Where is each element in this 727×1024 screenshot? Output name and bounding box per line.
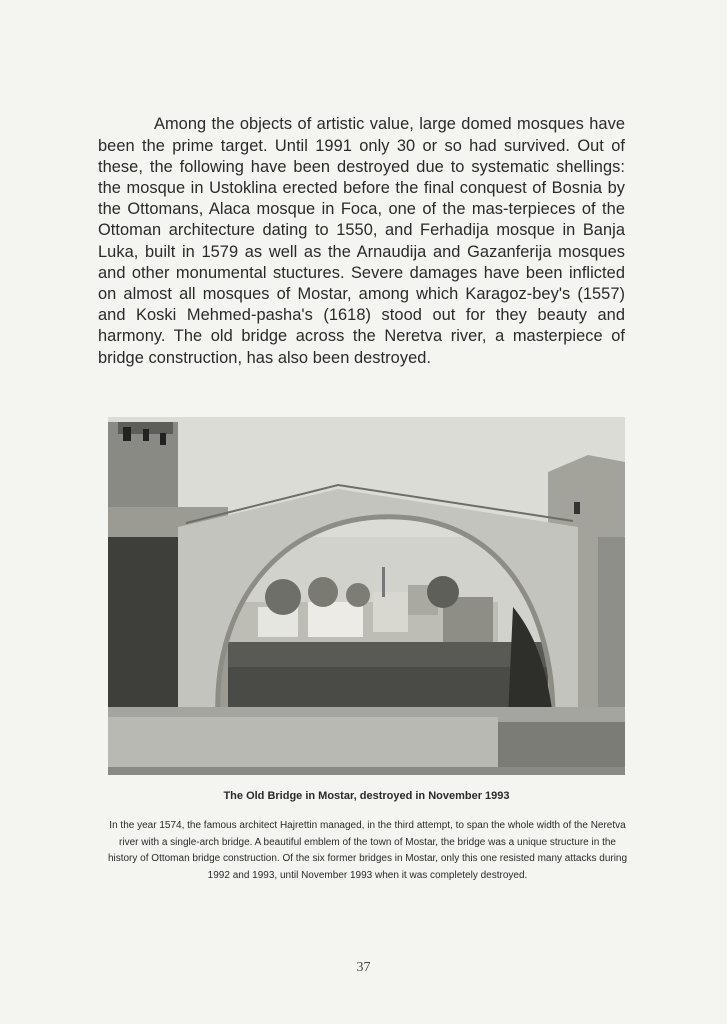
- page-number: 37: [356, 960, 371, 975]
- figure-caption-text: In the year 1574, the famous architect Hajrettin managed, in the third attempt, to span the whole width of the Neretva river with a single-arch bridge. A beautiful emblem of the town of Mostar, the bridge was a unique structure in the history of Ottoman bridge construction. Of the six former bridges in Mostar, only this one resisted many attacks during 1992 and 1993, until November 1993 when it was completely destroyed.: [107, 820, 628, 881]
- bridge-illustration: [108, 417, 625, 775]
- body-paragraph: Among the objects of artistic value, large domed mosques have been the prime target. Until 1991 only 30 or so had survived. Out of these, the following have been destroyed due to systematic shellings: the mosque in Ustoklina erected before the final conquest of Bosnia by the Ottomans, Alaca mosque in Foca, one of the mas-terpieces of the Ottoman architecture dating to 1550, and Ferhadija mosque in Banja Luka, built in 1579 as well as the Arnaudija and Gazanferija mosques and other monumental stuctures. Severe damages have been inflicted on almost all mosques of Mostar, among which Karagoz-bey's (1557) and Koski Mehmed-pasha's (1618) stood out for they beauty and harmony. The old bridge across the Neretva river, a masterpiece of bridge construction, has also been destroyed.: [98, 115, 625, 367]
- figure-caption-title: The Old Bridge in Mostar, destroyed in November 1993: [223, 790, 510, 802]
- old-bridge-photo: [108, 417, 625, 775]
